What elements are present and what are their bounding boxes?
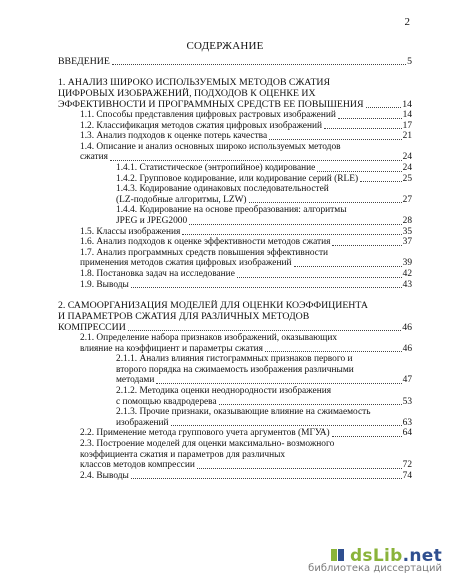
toc-page-number: 39 bbox=[402, 258, 412, 269]
toc-page-number: 37 bbox=[402, 237, 412, 248]
toc-entry[interactable] bbox=[116, 407, 412, 428]
dot-leader bbox=[265, 351, 402, 352]
toc-page-number: 28 bbox=[402, 215, 412, 226]
dot-leader bbox=[131, 478, 402, 479]
dot-leader bbox=[324, 128, 402, 129]
toc-entry-text: ЭФФЕКТИВНОСТИ И ПРОГРАММНЫХ СРЕДСТВ ЕЕ ПОВЫШЕНИЯ bbox=[58, 99, 364, 110]
toc-entry-text: И ПАРАМЕТРОВ СЖАТИЯ ДЛЯ РАЗЛИЧНЫХ МЕТОДОВ bbox=[58, 311, 310, 323]
watermark-logo: dsLib.net bbox=[349, 546, 442, 566]
toc-page-number: 64 bbox=[402, 428, 412, 439]
toc-entry-text: применения методов сжатия цифровых изображений bbox=[80, 258, 292, 269]
toc-entry-text: 2.1. Определение набора признаков изображений, оказывающих bbox=[80, 333, 338, 344]
toc-entry-text: методами bbox=[116, 375, 155, 386]
toc-entry-text: 1.2. Классификация методов сжатия цифровых изображений bbox=[80, 120, 323, 131]
toc-entry[interactable] bbox=[116, 163, 412, 174]
toc-page-number: 14 bbox=[402, 99, 412, 110]
toc-entry-text: 1. АНАЛИЗ ШИРОКО ИСПОЛЬЗУЕМЫХ МЕТОДОВ СЖАТИЯ bbox=[58, 77, 331, 88]
toc-page-number: 24 bbox=[402, 152, 412, 163]
dot-leader bbox=[156, 383, 401, 384]
toc-entry-text: сжатия bbox=[80, 152, 108, 163]
toc-entry-text: 1.9. Выводы bbox=[80, 279, 129, 290]
watermark-stamp bbox=[308, 546, 442, 574]
toc-entry-text: изображений bbox=[116, 417, 169, 428]
toc-entry-text: коэффициента сжатия и параметров для различных bbox=[80, 449, 286, 460]
toc-entry[interactable] bbox=[80, 439, 412, 471]
toc-entry-text: (LZ-подобные алгоритмы, LZW) bbox=[116, 194, 247, 205]
toc-entry-text: 1.6. Анализ подходов к оценке эффективности методов сжатия bbox=[80, 237, 331, 248]
dot-leader bbox=[366, 107, 402, 108]
toc-page-number: 43 bbox=[402, 279, 412, 290]
toc-page-number: 17 bbox=[402, 120, 412, 131]
toc-page-number: 46 bbox=[402, 343, 412, 354]
dot-leader bbox=[294, 266, 402, 267]
watermark-subtitle: библиотека диссертаций bbox=[308, 563, 442, 574]
dot-leader bbox=[131, 287, 402, 288]
dot-leader bbox=[219, 404, 402, 405]
toc-entry[interactable] bbox=[80, 471, 412, 482]
toc-entry-text: 1.4.2. Групповое кодирование, или кодирование серий (RLE) bbox=[116, 173, 359, 184]
toc-entry[interactable] bbox=[116, 354, 412, 386]
toc-entry-text: 1.5. Классы изображения bbox=[80, 226, 181, 237]
toc-entry-text: 2.1.1. Анализ влияния гистограммных признаков первого и bbox=[116, 354, 353, 365]
toc-entry[interactable] bbox=[80, 333, 412, 354]
toc-entry[interactable] bbox=[80, 110, 412, 121]
dot-leader bbox=[189, 224, 401, 225]
toc-page-number: 21 bbox=[402, 131, 412, 142]
toc-page-number: 14 bbox=[402, 110, 412, 120]
toc-entry[interactable] bbox=[58, 77, 412, 110]
toc-entry-text: второго порядка на сжимаемость изображения различными bbox=[116, 364, 354, 375]
toc-entry-text: 2.1.2. Методика оценки неоднородности изображения bbox=[116, 386, 332, 397]
toc-entry[interactable] bbox=[80, 428, 412, 439]
section-gap bbox=[58, 290, 412, 300]
toc-entry-text: 1.4.4. Кодирование на основе преобразования: алгоритмы bbox=[116, 205, 347, 216]
toc-page-number: 35 bbox=[402, 226, 412, 237]
toc-page-number: 72 bbox=[402, 460, 412, 471]
dot-leader bbox=[197, 468, 402, 469]
toc-entry-text: 2.4. Выводы bbox=[80, 470, 129, 481]
toc-page-number: 25 bbox=[402, 173, 412, 184]
page-number: 2 bbox=[404, 16, 410, 28]
toc-entry-text: КОМПРЕССИИ bbox=[58, 322, 126, 334]
toc-page-number: 5 bbox=[407, 56, 412, 67]
toc-entry-text: влияние на коэффициент и параметры сжатия bbox=[80, 343, 263, 354]
dot-leader bbox=[249, 202, 402, 203]
toc-entry-text: 1.1. Способы представления цифровых растровых изображений bbox=[80, 110, 336, 120]
toc-page-number: 24 bbox=[402, 162, 412, 173]
dot-leader bbox=[332, 245, 401, 246]
toc-entry-text: 2. САМООРГАНИЗАЦИЯ МОДЕЛЕЙ ДЛЯ ОЦЕНКИ КОЭФФИЦИЕНТА bbox=[58, 300, 368, 312]
book-icon bbox=[329, 546, 347, 564]
dot-leader bbox=[360, 181, 402, 182]
toc-entry-text: 1.4.3. Кодирование одинаковых последовательностей bbox=[116, 184, 329, 195]
toc-page-number: 27 bbox=[402, 194, 412, 205]
table-of-contents bbox=[58, 56, 412, 481]
toc-entry-text: 1.7. Анализ программных средств повышения эффективности bbox=[80, 247, 329, 258]
toc-entry[interactable] bbox=[116, 174, 412, 185]
dot-leader bbox=[182, 234, 401, 235]
toc-page-number: 63 bbox=[402, 417, 412, 428]
toc-entry-text: 2.3. Построение моделей для оценки максимально- возможного bbox=[80, 439, 335, 450]
toc-entry[interactable] bbox=[116, 184, 412, 205]
dot-leader bbox=[338, 118, 402, 119]
toc-entry-text: 1.4. Описание и анализ основных широко используемых методов bbox=[80, 141, 341, 152]
toc-entry-text: 1.4.1. Статистическое (энтропийное) кодирование bbox=[116, 162, 316, 173]
toc-entry-text: JPEG и JPEG2000 bbox=[116, 215, 188, 226]
dot-leader bbox=[110, 160, 402, 161]
toc-entry-text: ЦИФРОВЫХ ИЗОБРАЖЕНИЙ, ПОДХОДОВ К ОЦЕНКЕ ИХ bbox=[58, 88, 316, 99]
toc-page-number: 53 bbox=[402, 396, 412, 407]
toc-entry-text: 1.8. Постановка задач на исследование bbox=[80, 268, 235, 279]
toc-entry-text: классов методов компрессии bbox=[80, 460, 195, 471]
toc-page-number: 47 bbox=[402, 375, 412, 386]
toc-entry[interactable] bbox=[80, 131, 412, 142]
toc-entry-text: ВВЕДЕНИЕ bbox=[58, 56, 110, 67]
dot-leader bbox=[128, 330, 401, 331]
toc-entry-text: 2.2. Применение метода группового учета аргументов (МГУА) bbox=[80, 428, 330, 439]
toc-entry-text: 2.1.3. Прочие признаки, оказывающие влияние на сжимаемость bbox=[116, 407, 371, 418]
dot-leader bbox=[269, 139, 401, 140]
dot-leader bbox=[237, 277, 402, 278]
dot-leader bbox=[171, 425, 402, 426]
toc-entry[interactable] bbox=[80, 142, 412, 163]
toc-entry-text: 1.3. Анализ подходов к оценке потерь качества bbox=[80, 131, 268, 142]
toc-entry-text: с помощью квадродерева bbox=[116, 396, 217, 407]
toc-entry[interactable] bbox=[80, 237, 412, 248]
toc-entry[interactable] bbox=[58, 300, 412, 333]
dot-leader bbox=[332, 436, 402, 437]
toc-entry[interactable] bbox=[80, 269, 412, 280]
toc-title: СОДЕРЖАНИЕ bbox=[186, 40, 264, 52]
toc-entry[interactable] bbox=[116, 205, 412, 226]
toc-page-number: 42 bbox=[402, 268, 412, 279]
toc-entry[interactable] bbox=[58, 56, 412, 67]
toc-entry[interactable] bbox=[80, 280, 412, 291]
section-gap bbox=[58, 67, 412, 77]
toc-entry[interactable] bbox=[80, 121, 412, 132]
toc-entry[interactable] bbox=[80, 227, 412, 238]
dot-leader bbox=[112, 64, 406, 65]
toc-entry[interactable] bbox=[116, 386, 412, 407]
toc-page-number: 74 bbox=[402, 470, 412, 481]
toc-page-number: 46 bbox=[402, 322, 412, 334]
dot-leader bbox=[317, 171, 401, 172]
toc-entry[interactable] bbox=[80, 248, 412, 269]
